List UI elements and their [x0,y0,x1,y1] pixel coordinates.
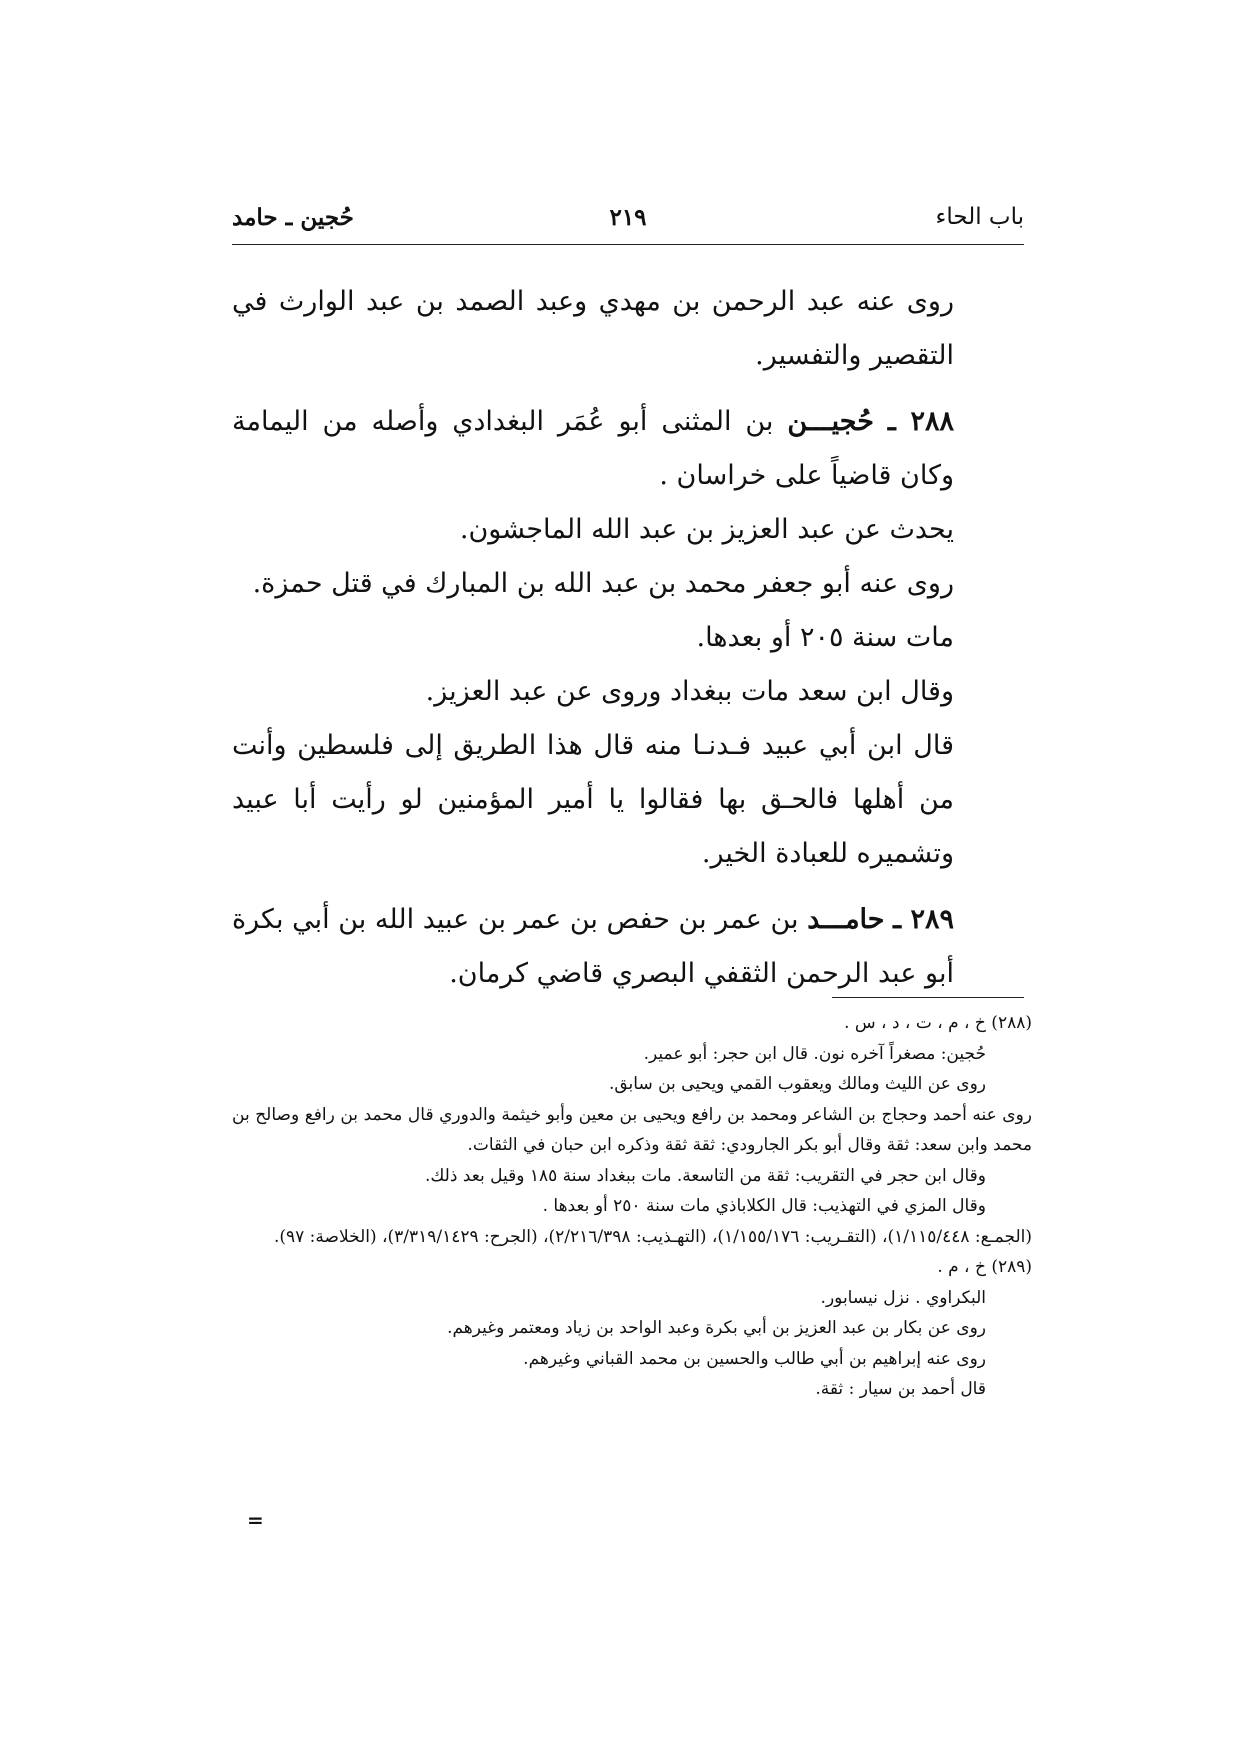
entry-288-name: حُجيـــن [787,406,874,437]
page-number: ٢١٩ [609,204,647,231]
entry-288-text: بن المثنى أبو عُمَر البغدادي وأصله من اليمامة وكان قاضياً على خراسان . [232,406,954,491]
continuation-paragraph: روى عنه عبد الرحمن بن مهدي وعبد الصمد بن عبد الوارث في التقصير والتفسير. [232,286,954,371]
footnote-line: وقال المزي في التهذيب: قال الكلاباذي مات سنة ٢٥٠ أو بعدها . [542,1196,986,1216]
running-title: حُجين ـ حامد [232,204,354,231]
footnote-references: (الجمـع: ١/١١٥/٤٤٨)، (التقـريب: ١/١٥٥/١٧٦)، (التهـذيب: ٢/٢١٦/٣٩٨)، (الجرح: ٣/٣١٩/١٤٢٩)، (الخلاصة: ٩٧). [273,1226,1032,1247]
entry-289-number: ٢٨٩ ـ [893,904,954,935]
footnotes [232,1008,1032,1405]
entry-288-line: يحدث عن عبد العزيز بن عبد الله الماجشون. [459,514,954,545]
continuation-mark: = [247,1508,264,1532]
entry-288 [232,395,1024,503]
page-header [232,204,1024,245]
entry-288-line: مات سنة ٢٠٥ أو بعدها. [696,622,954,653]
footnote-288-head: (٢٨٨) خ ، م ، ت ، د ، س . [844,1013,1032,1033]
footnote-line: البكراوي . نزل نيسابور. [820,1287,986,1308]
footnote-line: قال أحمد بن سيار : ثقة. [815,1379,986,1399]
footnote-line: روى عنه إبراهيم بن أبي طالب والحسين بن محمد القباني وغيرهم. [523,1348,986,1369]
footnote-line: روى عن الليث ومالك ويعقوب القمي ويحيى بن سابق. [608,1074,986,1094]
footnote-289-head: (٢٨٩) خ ، م . [937,1257,1032,1277]
chapter-title: باب الحاء [935,204,1024,230]
footnote-line: روى عن بكار بن عبد العزيز بن أبي بكرة وعبد الواحد بن زياد ومعتمر وغيرهم. [447,1318,986,1338]
entry-288-line: قال ابن أبي عبيد فـدنـا منه قال هذا الطريق إلى فلسطين وأنت من أهلها فالحـق بها فقالوا يا أمير المؤمنين لو رأيت أبا عبيد وتشميره للعبادة الخير. [232,730,954,869]
footnote-line: روى عنه أحمد وحجاج بن الشاعر ومحمد بن رافع ويحيى بن معين وأبو خيثمة والدوري قال محمد بن رافع وصالح بن محمد وابن سعد: ثقة وقال أبو بكر الجارودي: ثقة ثقة وذكره ابن حبان في الثقات. [232,1104,1032,1155]
footnote-separator [832,997,1024,998]
entry-288-line: وقال ابن سعد مات ببغداد وروى عن عبد العزيز. [425,676,954,707]
footnote-line: وقال ابن حجر في التقريب: ثقة من التاسعة. مات ببغداد سنة ١٨٥ وقيل بعد ذلك. [424,1165,986,1186]
footnote-line: حُجين: مصغراً آخره نون. قال ابن حجر: أبو عمير. [643,1043,986,1064]
entry-288-line: روى عنه أبو جعفر محمد بن عبد الله بن المبارك في قتل حمزة. [252,568,954,599]
entry-289-text: بن عمر بن حفص بن عمر بن عبيد الله بن أبي بكرة أبو عبد الرحمن الثقفي البصري قاضي كرمان. [232,904,954,989]
entry-288-number: ٢٨٨ ـ [887,406,954,437]
main-text [232,275,1024,1001]
entry-289-name: حامـــد [807,904,885,935]
entry-289 [232,893,1024,1001]
